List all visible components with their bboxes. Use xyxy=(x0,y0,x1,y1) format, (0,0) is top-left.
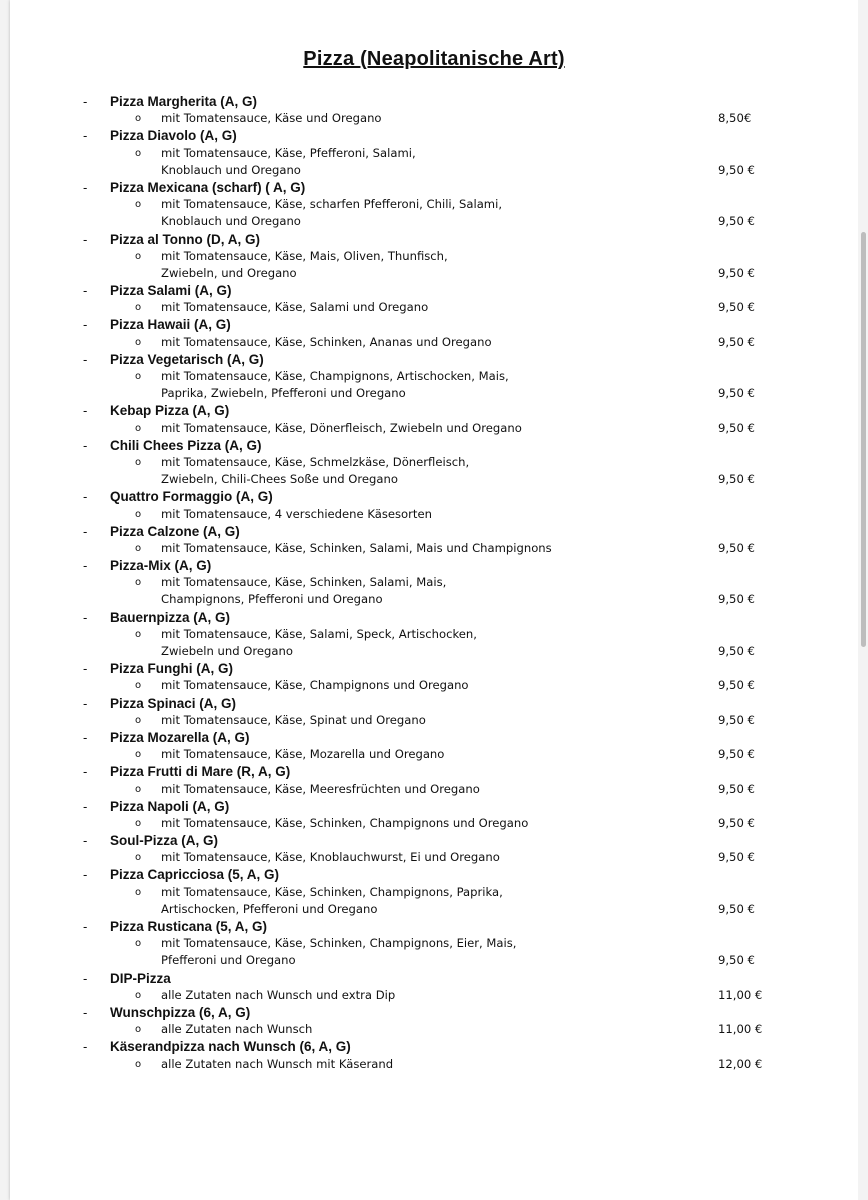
description-text: Knoblauch und Oregano xyxy=(161,214,301,229)
menu-item xyxy=(0,351,868,403)
dash-bullet: - xyxy=(83,128,88,144)
menu-item xyxy=(0,231,868,283)
pizza-description xyxy=(0,781,868,798)
pizza-description xyxy=(0,196,868,230)
menu-item xyxy=(0,798,868,832)
menu-item-header xyxy=(0,127,868,144)
circle-bullet: o xyxy=(135,1058,142,1070)
dash-bullet: - xyxy=(83,489,88,505)
pizza-price: 9,50 € xyxy=(718,592,755,607)
dash-bullet: - xyxy=(83,403,88,419)
menu-item-header xyxy=(0,523,868,540)
pizza-price: 11,00 € xyxy=(718,1022,763,1037)
description-text: Zwiebeln, und Oregano xyxy=(161,265,297,280)
dash-bullet: - xyxy=(83,867,88,883)
pizza-price: 9,50 € xyxy=(718,953,755,968)
pizza-name: Soul-Pizza (A, G) xyxy=(110,833,218,849)
pizza-price: 9,50 € xyxy=(718,678,755,693)
circle-bullet: o xyxy=(135,147,142,159)
pizza-description xyxy=(0,849,868,866)
description-line xyxy=(0,884,868,901)
description-line xyxy=(0,746,868,763)
description-text: Pfefferoni und Oregano xyxy=(161,953,296,968)
circle-bullet: o xyxy=(135,577,142,589)
pizza-description xyxy=(0,368,868,402)
description-line xyxy=(0,901,868,918)
pizza-price: 9,50 € xyxy=(718,850,755,865)
pizza-name: Pizza Napoli (A, G) xyxy=(110,798,230,814)
description-text: alle Zutaten nach Wunsch und extra Dip xyxy=(161,987,396,1002)
circle-bullet: o xyxy=(135,783,142,795)
pizza-description xyxy=(0,1056,868,1073)
circle-bullet: o xyxy=(135,680,142,692)
menu-item xyxy=(0,918,868,970)
menu-item-header xyxy=(0,1004,868,1021)
description-line xyxy=(0,591,868,608)
menu-item-header xyxy=(0,557,868,574)
menu-item xyxy=(0,437,868,489)
pizza-description xyxy=(0,540,868,557)
menu-item xyxy=(0,127,868,179)
description-text: mit Tomatensauce, Käse, Champignons, Artischocken, Mais, xyxy=(161,369,509,383)
pizza-description xyxy=(0,884,868,918)
pizza-name: Pizza Funghi (A, G) xyxy=(110,661,233,677)
pizza-name: Bauernpizza (A, G) xyxy=(110,609,231,625)
pizza-description xyxy=(0,454,868,488)
description-line xyxy=(0,781,868,798)
menu-item xyxy=(0,316,868,350)
description-text: mit Tomatensauce, Käse, Spinat und Oregano xyxy=(161,712,426,727)
pizza-name: Kebap Pizza (A, G) xyxy=(110,403,230,419)
description-text: mit Tomatensauce, Käse, Meeresfrüchten und Oregano xyxy=(161,781,480,796)
description-text: alle Zutaten nach Wunsch mit Käserand xyxy=(161,1056,394,1071)
pizza-price: 9,50 € xyxy=(718,214,755,229)
circle-bullet: o xyxy=(135,938,142,950)
description-text: mit Tomatensauce, Käse, Champignons und Oregano xyxy=(161,678,469,693)
circle-bullet: o xyxy=(135,508,142,520)
pizza-name: Wunschpizza (6, A, G) xyxy=(110,1004,251,1020)
description-line xyxy=(0,471,868,488)
pizza-name: Pizza-Mix (A, G) xyxy=(110,558,212,574)
pizza-price: 12,00 € xyxy=(718,1056,763,1071)
menu-item-header xyxy=(0,1038,868,1055)
pizza-price: 9,50 € xyxy=(718,901,755,916)
menu-item-header xyxy=(0,437,868,454)
dash-bullet: - xyxy=(83,437,88,453)
description-line xyxy=(0,987,868,1004)
description-line xyxy=(0,1021,868,1038)
description-text: mit Tomatensauce, Käse, Pfefferoni, Salami, xyxy=(161,145,416,160)
circle-bullet: o xyxy=(135,1024,142,1036)
description-text: mit Tomatensauce, Käse, Schinken, Salami, Mais und Champignons xyxy=(161,540,552,555)
description-line xyxy=(0,368,868,385)
pizza-name: Quattro Formaggio (A, G) xyxy=(110,489,273,505)
pizza-price: 9,50 € xyxy=(718,644,755,658)
pizza-description xyxy=(0,987,868,1004)
menu-item xyxy=(0,93,868,127)
pizza-name: Pizza Frutti di Mare (R, A, G) xyxy=(110,764,291,780)
circle-bullet: o xyxy=(135,852,142,864)
pizza-description xyxy=(0,1021,868,1038)
menu-item-header xyxy=(0,729,868,746)
description-line xyxy=(0,952,868,969)
menu-item xyxy=(0,1038,868,1072)
description-text: mit Tomatensauce, Käse, Schinken, Champignons, Eier, Mais, xyxy=(161,936,517,951)
description-text: mit Tomatensauce, 4 verschiedene Käsesorten xyxy=(161,506,432,521)
pizza-price: 9,50 € xyxy=(718,386,755,401)
pizza-description xyxy=(0,935,868,969)
pizza-description xyxy=(0,110,868,127)
description-line xyxy=(0,454,868,471)
pizza-name: Pizza Capricciosa (5, A, G) xyxy=(110,867,280,883)
pizza-description xyxy=(0,626,868,660)
menu-item xyxy=(0,488,868,522)
pizza-description xyxy=(0,506,868,523)
description-line xyxy=(0,935,868,952)
description-line xyxy=(0,385,868,402)
menu-item xyxy=(0,402,868,436)
dash-bullet: - xyxy=(83,609,88,625)
dash-bullet: - xyxy=(83,729,88,745)
pizza-name: Pizza Vegetarisch (A, G) xyxy=(110,351,264,367)
pizza-name: Pizza Spinaci (A, G) xyxy=(110,695,237,711)
description-text: mit Tomatensauce, Käse, Schinken, Champignons und Oregano xyxy=(161,815,529,830)
pizza-price: 9,50 € xyxy=(718,712,755,727)
pizza-description xyxy=(0,712,868,729)
pizza-description xyxy=(0,815,868,832)
description-text: mit Tomatensauce, Käse und Oregano xyxy=(161,111,382,126)
pizza-price: 8,50€ xyxy=(718,111,752,126)
description-text: Zwiebeln, Chili-Chees Soße und Oregano xyxy=(161,472,398,487)
pizza-description xyxy=(0,145,868,179)
pizza-price: 9,50 € xyxy=(718,162,755,177)
circle-bullet: o xyxy=(135,113,142,125)
pizza-menu-list xyxy=(0,93,868,1073)
pizza-price: 9,50 € xyxy=(718,747,755,762)
pizza-name: Pizza Hawaii (A, G) xyxy=(110,317,231,333)
menu-item-header xyxy=(0,832,868,849)
dash-bullet: - xyxy=(83,283,88,299)
pizza-name: Käserandpizza nach Wunsch (6, A, G) xyxy=(110,1039,351,1055)
description-text: mit Tomatensauce, Käse, Schinken, Champignons, Paprika, xyxy=(161,884,503,899)
circle-bullet: o xyxy=(135,456,142,468)
description-text: alle Zutaten nach Wunsch xyxy=(161,1022,313,1037)
pizza-price: 9,50 € xyxy=(718,300,755,315)
circle-bullet: o xyxy=(135,336,142,348)
pizza-name: Pizza Rusticana (5, A, G) xyxy=(110,919,268,934)
description-line xyxy=(0,196,868,213)
menu-item-header xyxy=(0,179,868,196)
pizza-description xyxy=(0,746,868,763)
menu-item-header xyxy=(0,798,868,815)
description-line xyxy=(0,849,868,866)
pizza-name: Pizza Salami (A, G) xyxy=(110,283,232,299)
description-text: mit Tomatensauce, Käse, Knoblauchwurst, Ei und Oregano xyxy=(161,850,500,865)
pizza-name: Pizza Diavolo (A, G) xyxy=(110,128,237,144)
description-line xyxy=(0,334,868,351)
dash-bullet: - xyxy=(83,94,88,109)
dash-bullet: - xyxy=(83,317,88,333)
description-line xyxy=(0,248,868,265)
circle-bullet: o xyxy=(135,817,142,829)
dash-bullet: - xyxy=(83,1004,88,1020)
description-line xyxy=(0,110,868,127)
menu-item-header xyxy=(0,282,868,299)
description-text: Zwiebeln und Oregano xyxy=(161,644,293,658)
description-line xyxy=(0,626,868,643)
pizza-description xyxy=(0,334,868,351)
description-text: Knoblauch und Oregano xyxy=(161,162,301,177)
circle-bullet: o xyxy=(135,199,142,211)
dash-bullet: - xyxy=(83,661,88,677)
description-line xyxy=(0,420,868,437)
dash-bullet: - xyxy=(83,970,88,986)
menu-item xyxy=(0,1004,868,1038)
menu-item xyxy=(0,970,868,1004)
menu-item-header xyxy=(0,695,868,712)
menu-item xyxy=(0,282,868,316)
description-text: mit Tomatensauce, Käse, Dönerfleisch, Zwiebeln und Oregano xyxy=(161,420,522,435)
pizza-name: Chili Chees Pizza (A, G) xyxy=(110,437,262,453)
description-text: mit Tomatensauce, Käse, Salami und Oregano xyxy=(161,300,429,315)
menu-item xyxy=(0,660,868,694)
menu-item-header xyxy=(0,866,868,883)
dash-bullet: - xyxy=(83,1039,88,1055)
circle-bullet: o xyxy=(135,628,142,640)
menu-item xyxy=(0,695,868,729)
description-line xyxy=(0,145,868,162)
pizza-description xyxy=(0,299,868,316)
description-line xyxy=(0,712,868,729)
dash-bullet: - xyxy=(83,833,88,849)
circle-bullet: o xyxy=(135,371,142,382)
pizza-name: Pizza al Tonno (D, A, G) xyxy=(110,231,260,247)
circle-bullet: o xyxy=(135,989,142,1001)
pizza-description xyxy=(0,677,868,694)
menu-item-header xyxy=(0,609,868,626)
menu-item xyxy=(0,523,868,557)
pizza-price: 9,50 € xyxy=(718,420,755,435)
circle-bullet: o xyxy=(135,542,142,554)
pizza-price: 9,50 € xyxy=(718,472,755,487)
description-line xyxy=(0,265,868,282)
dash-bullet: - xyxy=(83,179,88,195)
menu-item xyxy=(0,179,868,231)
pizza-price: 9,50 € xyxy=(718,781,755,796)
pizza-description xyxy=(0,248,868,282)
pizza-price: 9,50 € xyxy=(718,540,755,555)
menu-item-header xyxy=(0,402,868,419)
pizza-name: Pizza Calzone (A, G) xyxy=(110,523,240,539)
description-line xyxy=(0,299,868,316)
description-text: mit Tomatensauce, Käse, Mais, Oliven, Thunfisch, xyxy=(161,248,448,263)
description-line xyxy=(0,677,868,694)
pizza-price: 11,00 € xyxy=(718,987,763,1002)
description-text: mit Tomatensauce, Käse, Salami, Speck, Artischocken, xyxy=(161,626,477,641)
menu-item-header xyxy=(0,660,868,677)
pizza-name: Pizza Mozarella (A, G) xyxy=(110,729,250,745)
menu-item-header xyxy=(0,316,868,333)
description-text: mit Tomatensauce, Käse, Schmelzkäse, Dönerfleisch, xyxy=(161,454,470,469)
menu-item-header xyxy=(0,763,868,780)
dash-bullet: - xyxy=(83,798,88,814)
dash-bullet: - xyxy=(83,558,88,574)
description-text: Paprika, Zwiebeln, Pfefferoni und Oregano xyxy=(161,386,406,401)
menu-item xyxy=(0,832,868,866)
description-text: mit Tomatensauce, Käse, Schinken, Salami, Mais, xyxy=(161,575,447,590)
menu-item-header xyxy=(0,93,868,110)
description-text: mit Tomatensauce, Käse, Mozarella und Oregano xyxy=(161,747,445,762)
pizza-price: 9,50 € xyxy=(718,815,755,830)
pizza-description xyxy=(0,574,868,608)
pizza-description xyxy=(0,420,868,437)
menu-item xyxy=(0,609,868,661)
menu-item-header xyxy=(0,231,868,248)
description-line xyxy=(0,1056,868,1073)
menu-item-header xyxy=(0,970,868,987)
description-text: Artischocken, Pfefferoni und Oregano xyxy=(161,901,378,916)
pizza-name: Pizza Margherita (A, G) xyxy=(110,94,258,109)
page-title: Pizza (Neapolitanische Art) xyxy=(303,48,565,70)
description-text: mit Tomatensauce, Käse, Schinken, Ananas und Oregano xyxy=(161,334,492,349)
pizza-price: 9,50 € xyxy=(718,334,755,349)
circle-bullet: o xyxy=(135,302,142,314)
description-text: mit Tomatensauce, Käse, scharfen Pfefferoni, Chili, Salami, xyxy=(161,197,503,212)
dash-bullet: - xyxy=(83,351,88,367)
description-line xyxy=(0,574,868,591)
description-line xyxy=(0,213,868,230)
pizza-name: DIP-Pizza xyxy=(110,970,171,986)
description-line xyxy=(0,815,868,832)
circle-bullet: o xyxy=(135,714,142,726)
menu-item-header xyxy=(0,351,868,368)
dash-bullet: - xyxy=(83,695,88,711)
menu-item xyxy=(0,557,868,609)
dash-bullet: - xyxy=(83,764,88,780)
menu-item xyxy=(0,729,868,763)
dash-bullet: - xyxy=(83,231,88,247)
pizza-name: Pizza Mexicana (scharf) ( A, G) xyxy=(110,179,306,195)
description-text: Champignons, Pfefferoni und Oregano xyxy=(161,592,383,607)
menu-item-header xyxy=(0,488,868,505)
description-line xyxy=(0,540,868,557)
description-line xyxy=(0,162,868,179)
circle-bullet: o xyxy=(135,886,142,898)
menu-item-header xyxy=(0,918,868,935)
description-line xyxy=(0,643,868,660)
description-line xyxy=(0,506,868,523)
circle-bullet: o xyxy=(135,749,142,761)
dash-bullet: - xyxy=(83,523,88,539)
circle-bullet: o xyxy=(135,250,142,262)
menu-item xyxy=(0,866,868,918)
pizza-price: 9,50 € xyxy=(718,265,755,280)
dash-bullet: - xyxy=(83,919,88,934)
menu-item xyxy=(0,763,868,797)
circle-bullet: o xyxy=(135,422,142,434)
